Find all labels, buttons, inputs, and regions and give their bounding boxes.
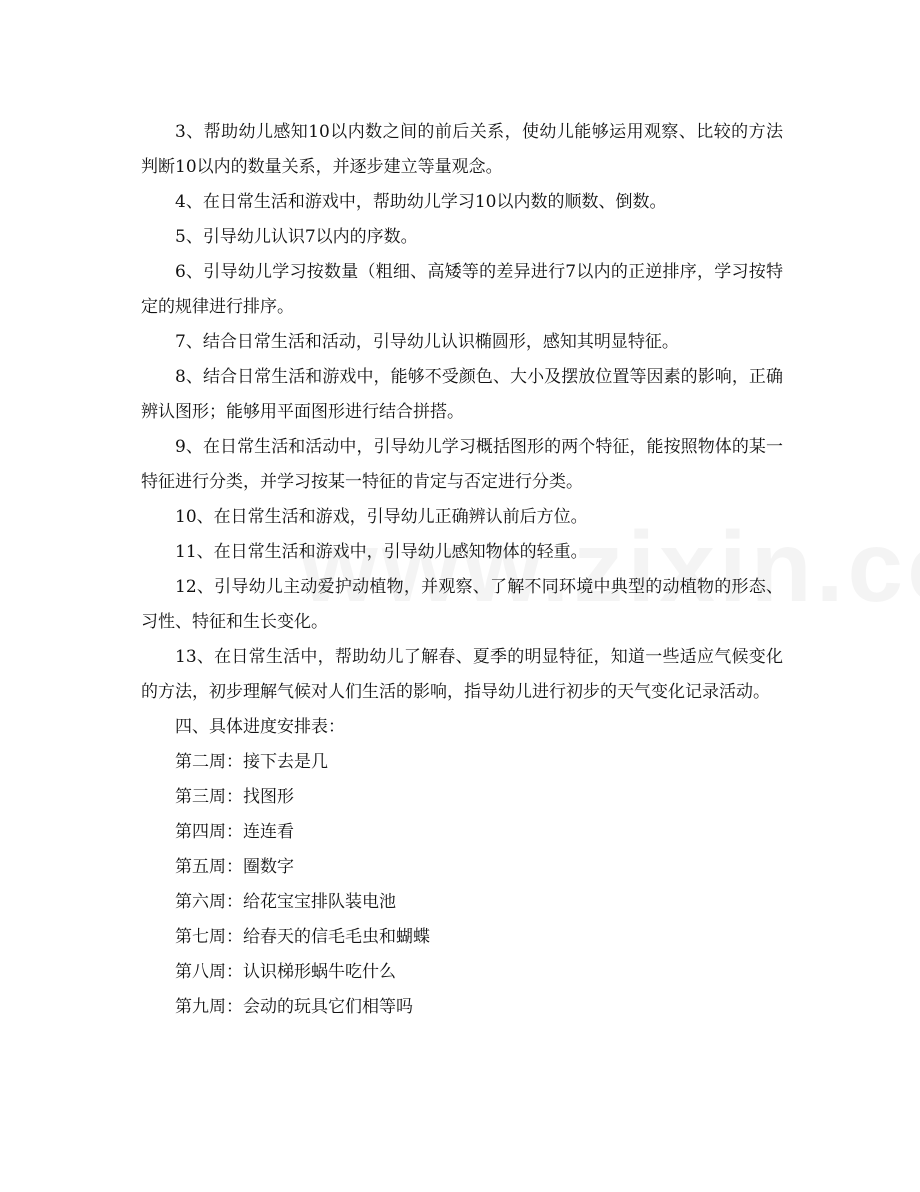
paragraph-item-9: 9、在日常生活和活动中，引导幼儿学习概括图形的两个特征，能按照物体的某一特征进行分类，并学习按某一特征的肯定与否定进行分类。 (141, 437, 783, 492)
schedule-week-9: 第九周：会动的玩具它们相等吗 (175, 997, 413, 1017)
schedule-week-8: 第八周：认识梯形蜗牛吃什么 (175, 962, 396, 982)
document-body (141, 115, 783, 1025)
paragraph-item-5: 5、引导幼儿认识7以内的序数。 (175, 227, 418, 247)
paragraph-item-13: 13、在日常生活中，帮助幼儿了解春、夏季的明显特征，知道一些适应气候变化的方法，初步理解气候对人们生活的影响，指导幼儿进行初步的天气变化记录活动。 (141, 647, 783, 702)
schedule-week-3: 第三周：找图形 (175, 787, 294, 807)
paragraph-item-10: 10、在日常生活和游戏，引导幼儿正确辨认前后方位。 (175, 507, 588, 527)
paragraph-item-3: 3、帮助幼儿感知10以内数之间的前后关系，使幼儿能够运用观察、比较的方法判断10以内的数量关系，并逐步建立等量观念。 (141, 122, 783, 177)
paragraph-item-11: 11、在日常生活和游戏中，引导幼儿感知物体的轻重。 (175, 542, 588, 562)
schedule-week-7: 第七周：给春天的信毛毛虫和蝴蝶 (175, 927, 430, 947)
schedule-week-4: 第四周：连连看 (175, 822, 294, 842)
paragraph-item-6: 6、引导幼儿学习按数量（粗细、高矮等的差异进行7以内的正逆排序，学习按特定的规律进行排序。 (141, 262, 783, 317)
paragraph-item-4: 4、在日常生活和游戏中，帮助幼儿学习10以内数的顺数、倒数。 (175, 192, 667, 212)
paragraph-item-7: 7、结合日常生活和活动，引导幼儿认识椭圆形，感知其明显特征。 (175, 332, 679, 352)
schedule-week-5: 第五周：圈数字 (175, 857, 294, 877)
schedule-week-6: 第六周：给花宝宝排队装电池 (175, 892, 396, 912)
paragraph-item-12: 12、引导幼儿主动爱护动植物，并观察、了解不同环境中典型的动植物的形态、习性、特征和生长变化。 (141, 577, 783, 632)
paragraph-item-8: 8、结合日常生活和游戏中，能够不受颜色、大小及摆放位置等因素的影响，正确辨认图形；能够用平面图形进行结合拼搭。 (141, 367, 783, 422)
section-heading-schedule: 四、具体进度安排表： (175, 717, 345, 737)
schedule-week-2: 第二周：接下去是几 (175, 752, 328, 772)
